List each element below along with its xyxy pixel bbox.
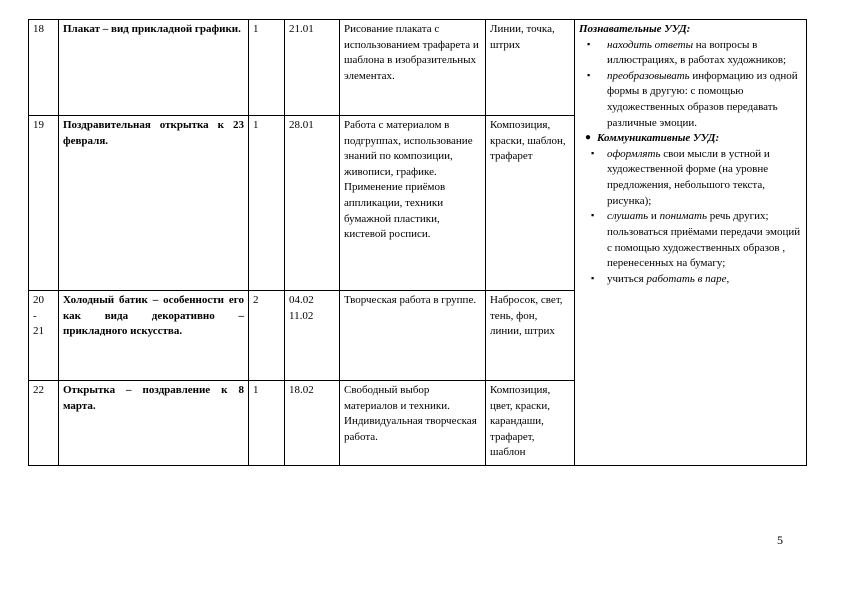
list-item: [579, 209, 802, 271]
uud-text: учиться: [607, 272, 647, 285]
uud-verb: находить ответы: [607, 38, 694, 51]
uud-text: свои мысли в устной и художественной форме (на уровне предложения, небольшого текста, рисунка);: [607, 147, 770, 207]
communicative-uud-title: Коммуникативные УУД:: [597, 132, 720, 145]
lesson-hours: 1: [249, 116, 285, 291]
uud-text: на вопросы в иллюстрациях, в работах художников;: [607, 38, 787, 67]
uud-text: и: [648, 210, 660, 223]
lesson-date: 11.02: [289, 309, 314, 322]
uud-verb: работать в паре,: [646, 272, 730, 285]
lesson-dates: [285, 291, 340, 381]
lesson-hours: 1: [249, 20, 285, 116]
lesson-terms: Линии, точка, штрих: [486, 20, 575, 116]
lesson-content: Творческая работа в группе.: [340, 291, 486, 381]
uud-verb: оформлять: [607, 147, 661, 160]
lesson-plan-table: [28, 19, 807, 466]
lesson-number: [29, 291, 59, 381]
uud-verb: понимать: [659, 210, 707, 223]
lesson-terms: Набросок, свет, тень, фон, линии, штрих: [486, 291, 575, 381]
square-bullet-icon: ▪: [587, 38, 591, 49]
page-number: 5: [777, 533, 783, 547]
lesson-terms: Композиция, краски, шаблон, трафарет: [486, 116, 575, 291]
lesson-date: 18.02: [285, 381, 340, 466]
lesson-hours: 1: [249, 381, 285, 466]
uud-text: информацию из одной формы в другую: с помощью художественных образов передавать различные эмоции.: [607, 69, 798, 129]
list-item: [579, 147, 802, 209]
uud-text: речь других; пользоваться приёмами передачи эмоций с помощью художественных образов , перенесенных на бумагу;: [607, 210, 801, 270]
lesson-number: 18: [29, 20, 59, 116]
table-row: [29, 20, 807, 116]
list-item: [579, 69, 802, 131]
lesson-date: 04.02: [289, 294, 314, 306]
lesson-hours: 2: [249, 291, 285, 381]
square-bullet-icon: ▪: [591, 147, 595, 158]
lesson-topic: Холодный батик – особенности его как вида декоративно – прикладного искусства.: [59, 291, 249, 381]
lesson-terms: Композиция, цвет, краски, карандаши, трафарет, шаблон: [486, 381, 575, 466]
lesson-number: 19: [29, 116, 59, 291]
lesson-content: Свободный выбор материалов и техники. Индивидуальная творческая работа.: [340, 381, 486, 466]
uud-cell: [575, 20, 807, 466]
uud-verb: слушать: [607, 210, 649, 223]
lesson-topic: Плакат – вид прикладной графики.: [59, 20, 249, 116]
circle-bullet-icon: ●: [585, 132, 592, 144]
lesson-content: Рисование плаката с использованием трафарета и шаблона в изобразительных элементах.: [340, 20, 486, 116]
lesson-number: 22: [29, 381, 59, 466]
square-bullet-icon: ▪: [591, 272, 595, 283]
lesson-topic: Открытка – поздравление к 8 марта.: [59, 381, 249, 466]
lesson-content: Работа с материалом в подгруппах, использование знаний по композиции, живописи, графике. Применение приёмов аппликации, техники бумажной пластики, кистевой росписи.: [340, 116, 486, 291]
square-bullet-icon: ▪: [587, 69, 591, 80]
lesson-topic: Поздравительная открытка к 23 февраля.: [59, 116, 249, 291]
list-item: [579, 38, 802, 69]
uud-verb: преобразовывать: [607, 69, 690, 82]
list-item: [579, 272, 802, 288]
lesson-number-line: 21: [33, 325, 44, 338]
lesson-number-line: -: [33, 309, 37, 322]
square-bullet-icon: ▪: [591, 210, 595, 221]
lesson-number-line: 20: [33, 294, 44, 306]
cognitive-uud-title: Познавательные УУД:: [579, 23, 691, 35]
lesson-date: 21.01: [285, 20, 340, 116]
lesson-date: 28.01: [285, 116, 340, 291]
